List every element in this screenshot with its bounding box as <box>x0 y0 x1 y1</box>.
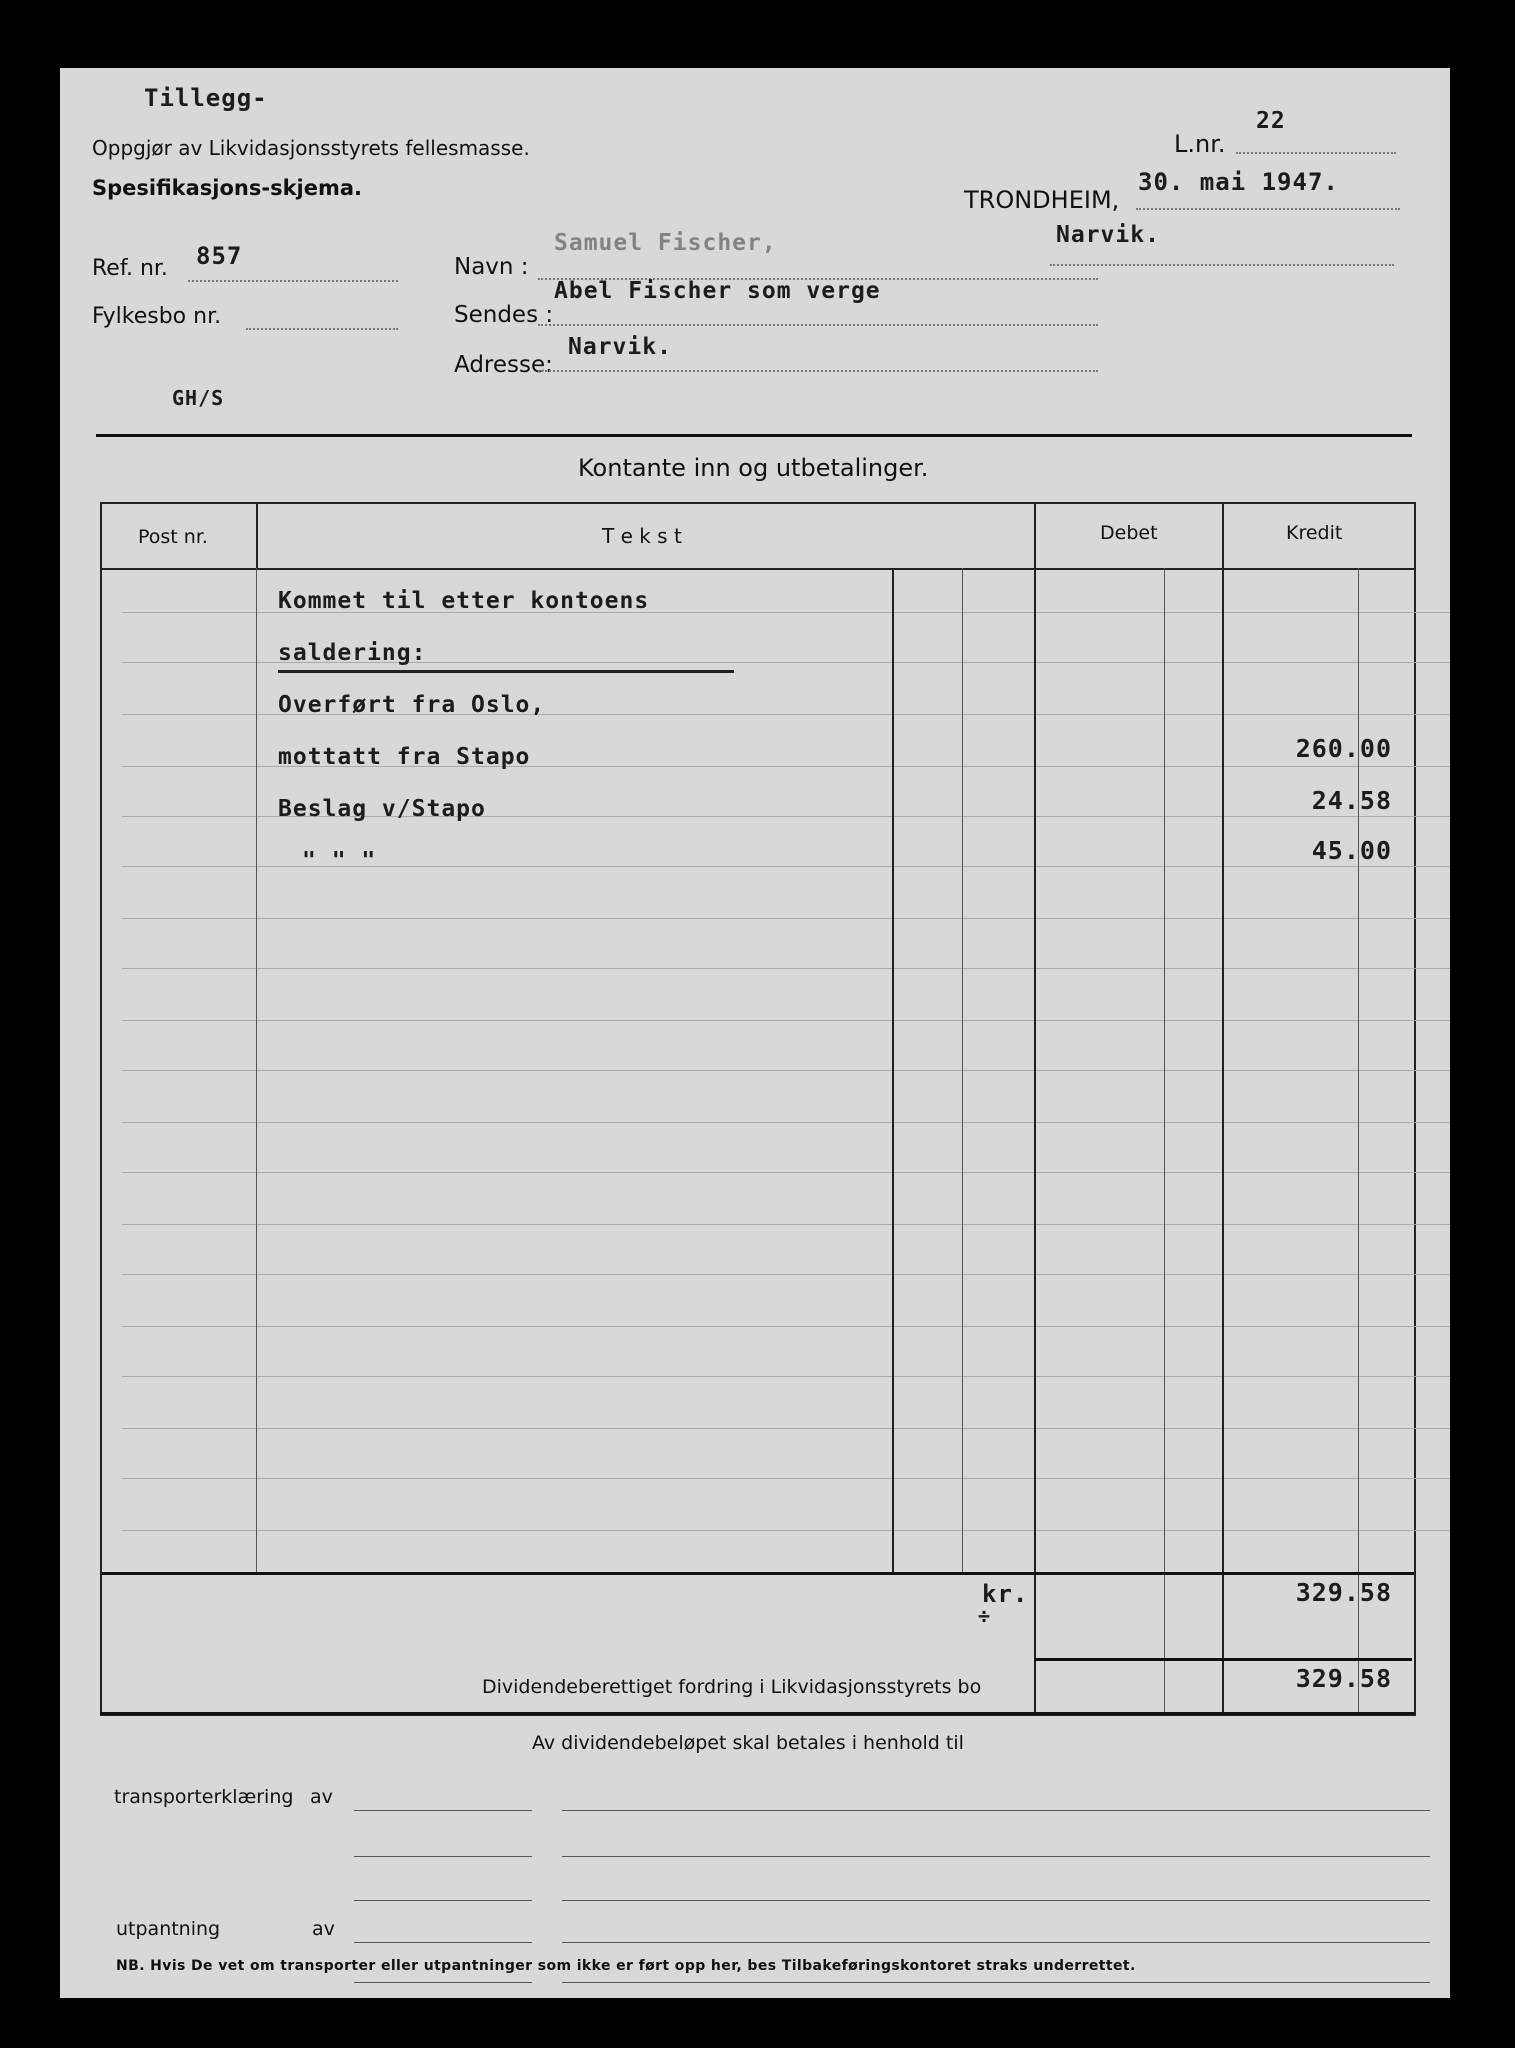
ledger-table <box>100 502 1416 1716</box>
form-subtitle: Oppgjør av Likvidasjonsstyrets fellesmasse. <box>92 136 530 160</box>
document-page <box>60 68 1450 1998</box>
av-label: av <box>310 1786 333 1808</box>
total-label: kr. <box>982 1580 1029 1608</box>
ref-label: Ref. nr. <box>92 256 168 281</box>
entry-text: saldering: <box>278 640 427 666</box>
entry-kredit: 24.58 <box>1311 786 1392 815</box>
minus-sign: ÷ <box>978 1604 992 1628</box>
lnr-value: 22 <box>1256 108 1286 134</box>
ledger-header-row <box>102 504 1414 570</box>
section-title: Kontante inn og utbetalinger. <box>578 454 929 482</box>
navn-place: Narvik. <box>1056 222 1160 248</box>
typed-title: Tillegg- <box>144 84 268 112</box>
transport-label: transporterklæring <box>114 1786 294 1808</box>
dividend-kredit: 329.58 <box>1295 1664 1392 1693</box>
initials: GH/S <box>172 386 225 410</box>
av-label: av <box>312 1918 335 1940</box>
utpantning-label: utpantning <box>116 1918 221 1940</box>
adresse-label: Adresse: <box>454 352 553 378</box>
entry-text: " " " <box>302 848 377 874</box>
date-value: 30. mai 1947. <box>1138 168 1339 196</box>
navn-label: Navn : <box>454 254 529 280</box>
nb-footnote: NB. Hvis De vet om transporter eller utpantninger som ikke er ført opp her, bes Tilbakeføringskontoret straks underrettet. <box>116 1958 1136 1974</box>
fylkesbo-label: Fylkesbo nr. <box>92 304 222 329</box>
city-label: TRONDHEIM, <box>964 186 1120 214</box>
entry-kredit: 260.00 <box>1295 734 1392 763</box>
sendes-label: Sendes : <box>454 302 554 328</box>
section-rule <box>96 434 1412 437</box>
sendes-value: Abel Fischer som verge <box>554 278 881 304</box>
entry-kredit: 45.00 <box>1311 836 1392 865</box>
dividend-label: Dividendeberettiget fordring i Likvidasjonsstyrets bo <box>482 1676 982 1698</box>
total-kredit: 329.58 <box>1295 1578 1392 1607</box>
entry-text: Overført fra Oslo, <box>278 692 546 718</box>
header-kredit: Kredit <box>1286 522 1343 544</box>
payment-note: Av dividendebeløpet skal betales i henhold til <box>532 1732 964 1754</box>
sendes-underline <box>538 324 1098 326</box>
fylkesbo-underline <box>246 328 398 330</box>
navn-value: Samuel Fischer, <box>554 230 777 256</box>
place-underline <box>1050 264 1394 266</box>
date-underline <box>1136 208 1400 210</box>
ref-underline <box>188 280 398 282</box>
header-debet: Debet <box>1100 522 1158 544</box>
entry-text: Kommet til etter kontoens <box>278 588 650 614</box>
lnr-label: L.nr. <box>1174 130 1226 158</box>
adresse-value: Narvik. <box>568 334 672 360</box>
adresse-underline <box>538 370 1098 372</box>
subtotal-rule <box>1034 1658 1412 1661</box>
ref-value: 857 <box>196 242 243 270</box>
lnr-underline <box>1236 152 1396 154</box>
entry-text: Beslag v/Stapo <box>278 796 486 822</box>
entry-underline <box>278 670 734 673</box>
form-name: Spesifikasjons-skjema. <box>92 176 363 200</box>
total-rule <box>102 1572 1414 1575</box>
entry-text: mottatt fra Stapo <box>278 744 531 770</box>
header-post: Post nr. <box>138 526 208 548</box>
header-tekst: T e k s t <box>602 524 682 548</box>
footer-rule <box>100 1712 1414 1715</box>
